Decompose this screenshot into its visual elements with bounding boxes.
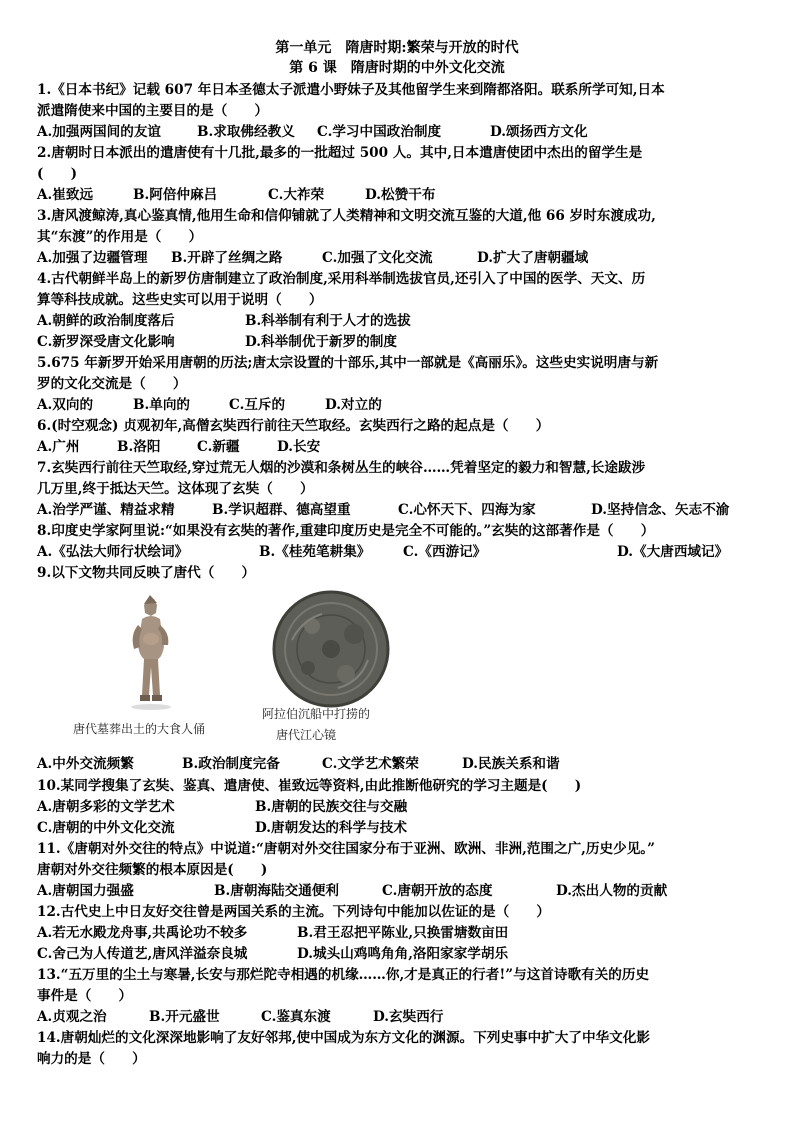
figure-1-caption: 唐代墓葬出土的大食人俑 (73, 722, 206, 736)
question-13-line-1: 13.“五万里的尘土与寒暑,长安与那烂陀寺相遇的机缘……你,才是真正的行者!”与这首诗歌有关的历史 (37, 967, 650, 983)
figure-2-caption-line-2: 唐代江心镜 (276, 728, 337, 742)
q5-option-a: A.双向的 (37, 397, 94, 413)
q3-option-c: C.加强了文化交流 (322, 250, 433, 266)
q9-option-b: B.政治制度完备 (182, 756, 280, 772)
q12-option-d: D.城头山鸡鸣角角,洛阳家家学胡乐 (297, 946, 509, 962)
q3-option-b: B.开辟了丝绸之路 (171, 250, 283, 266)
q5-option-b: B.单向的 (133, 397, 191, 413)
question-3-line-2: 其“东渡”的作用是（ ） (37, 229, 203, 245)
question-7-line-2: 几万里,终于抵达天竺。这体现了玄奘（ ） (37, 481, 314, 497)
q7-option-a: A.治学严谨、精益求精 (37, 502, 175, 518)
q9-option-a: A.中外交流频繁 (37, 756, 134, 772)
tomb-figurine-icon (120, 595, 182, 711)
question-5-line-1: 5.675 年新罗开始采用唐朝的历法;唐太宗设置的十部乐,其中一部就是《高丽乐》。这些史实说明唐与新 (37, 355, 659, 371)
q10-option-c: C.唐朝的中外文化交流 (37, 820, 175, 836)
q12-option-a: A.若无水殿龙舟事,共禹论功不较多 (37, 925, 248, 941)
question-12-line-1: 12.古代史上中日友好交往曾是两国关系的主流。下列诗句中能加以佐证的是（ ） (37, 904, 551, 920)
q4-option-d: D.科举制优于新罗的制度 (245, 334, 397, 350)
q7-option-c: C.心怀天下、四海为家 (398, 502, 536, 518)
lesson-title: 第 6 课 隋唐时期的中外文化交流 (289, 60, 505, 76)
q3-option-d: D.扩大了唐朝疆域 (477, 250, 589, 266)
q3-option-a: A.加强了边疆管理 (37, 250, 148, 266)
q8-option-a: A.《弘法大师行状绘词》 (37, 544, 189, 560)
q9-option-c: C.文学艺术繁荣 (322, 756, 419, 772)
question-14-line-2: 响力的是（ ） (37, 1051, 146, 1067)
question-3-line-1: 3.唐风渡鲸涛,真心鉴真情,他用生命和信仰铺就了人类精神和文明交流互鉴的大道,他 66 岁时东渡成功, (37, 208, 656, 224)
q7-option-b: B.学识超群、德高望重 (212, 502, 351, 518)
q1-option-b: B.求取佛经教义 (197, 124, 295, 140)
q1-option-c: C.学习中国政治制度 (317, 124, 442, 140)
q4-option-a: A.朝鲜的政治制度落后 (37, 313, 175, 329)
q8-option-d: D.《大唐西域记》 (617, 544, 729, 560)
q1-option-d: D.颂扬西方文化 (490, 124, 588, 140)
question-2-line-2: ( ) (37, 166, 78, 182)
q9-option-d: D.民族关系和谐 (462, 756, 560, 772)
question-4-line-1: 4.古代朝鲜半岛上的新罗仿唐制建立了政治制度,采用科举制选拔官员,还引入了中国的医学、天文、历 (37, 271, 646, 287)
q6-option-a: A.广州 (37, 439, 80, 455)
unit-title: 第一单元 隋唐时期:繁荣与开放的时代 (275, 40, 519, 56)
q4-option-c: C.新罗深受唐文化影响 (37, 334, 175, 350)
q12-option-b: B.君王忍把平陈业,只换雷塘数亩田 (297, 925, 509, 941)
q11-option-b: B.唐朝海陆交通便利 (214, 883, 339, 899)
q7-option-d: D.坚持信念、矢志不渝 (591, 502, 730, 518)
bronze-mirror-icon (272, 590, 390, 708)
question-8-line-1: 8.印度史学家阿里说:“如果没有玄奘的著作,重建印度历史是完全不可能的。”玄奘的这部著作是（ ） (37, 523, 655, 539)
q1-option-a: A.加强两国间的友谊 (37, 124, 162, 140)
q10-option-b: B.唐朝的民族交往与交融 (255, 799, 408, 815)
question-11-line-1: 11.《唐朝对外交往的特点》中说道:“唐朝对外交往国家分布于亚洲、欧洲、非洲,范围之广,历史少见。” (37, 841, 655, 857)
figure-2-caption-line-1: 阿拉伯沉船中打捞的 (262, 707, 371, 721)
q5-option-c: C.互斥的 (229, 397, 286, 413)
question-1-line-2: 派遣隋使来中国的主要目的是（ ） (37, 103, 269, 119)
q2-option-a: A.崔致远 (37, 187, 94, 203)
q6-option-c: C.新疆 (197, 439, 240, 455)
q11-option-d: D.杰出人物的贡献 (556, 883, 668, 899)
q2-option-d: D.松赞干布 (365, 187, 436, 203)
q8-option-c: C.《西游记》 (403, 544, 487, 560)
question-9-line-1: 9.以下文物共同反映了唐代（ ） (37, 565, 256, 581)
question-11-line-2: 唐朝对外交往频繁的根本原因是( ) (37, 862, 268, 878)
q13-option-b: B.开元盛世 (149, 1009, 220, 1025)
q11-option-a: A.唐朝国力强盛 (37, 883, 134, 899)
q8-option-b: B.《桂苑笔耕集》 (259, 544, 371, 560)
q6-option-b: B.洛阳 (117, 439, 161, 455)
question-2-line-1: 2.唐朝时日本派出的遣唐使有十几批,最多的一批超过 500 人。其中,日本遣唐使团中杰出的留学生是 (37, 145, 643, 161)
question-4-line-2: 算等科技成就。这些史实可以用于说明（ ） (37, 292, 323, 308)
question-6-line-1: 6.(时空观念) 贞观初年,高僧玄奘西行前往天竺取经。玄奘西行之路的起点是（ ） (37, 418, 550, 434)
q10-option-a: A.唐朝多彩的文学艺术 (37, 799, 175, 815)
q13-option-c: C.鉴真东渡 (261, 1009, 331, 1025)
q10-option-d: D.唐朝发达的科学与技术 (255, 820, 407, 836)
question-5-line-2: 罗的文化交流是（ ） (37, 376, 187, 392)
q13-option-a: A.贞观之治 (37, 1009, 107, 1025)
q6-option-d: D.长安 (277, 439, 321, 455)
q2-option-c: C.大祚荣 (268, 187, 325, 203)
q4-option-b: B.科举制有利于人才的选拔 (245, 313, 411, 329)
q11-option-c: C.唐朝开放的态度 (382, 883, 493, 899)
q13-option-d: D.玄奘西行 (373, 1009, 444, 1025)
question-14-line-1: 14.唐朝灿烂的文化深深地影响了友好邻邦,使中国成为东方文化的渊源。下列史事中扩大了中华文化影 (37, 1030, 650, 1046)
q2-option-b: B.阿倍仲麻吕 (133, 187, 218, 203)
question-7-line-1: 7.玄奘西行前往天竺取经,穿过荒无人烟的沙漠和条树丛生的峡谷……凭着坚定的毅力和智慧,长途跋涉 (37, 460, 646, 476)
question-1-line-1: 1.《日本书纪》记载 607 年日本圣德太子派遣小野妹子及其他留学生来到隋都洛阳。联系所学可知,日本 (37, 82, 665, 98)
question-10-line-1: 10.某同学搜集了玄奘、鉴真、遣唐使、崔致远等资料,由此推断他研究的学习主题是( ) (37, 778, 582, 794)
question-13-line-2: 事件是（ ） (37, 988, 133, 1004)
q12-option-c: C.舍己为人传道艺,唐风洋溢奈良城 (37, 946, 248, 962)
q5-option-d: D.对立的 (325, 397, 382, 413)
